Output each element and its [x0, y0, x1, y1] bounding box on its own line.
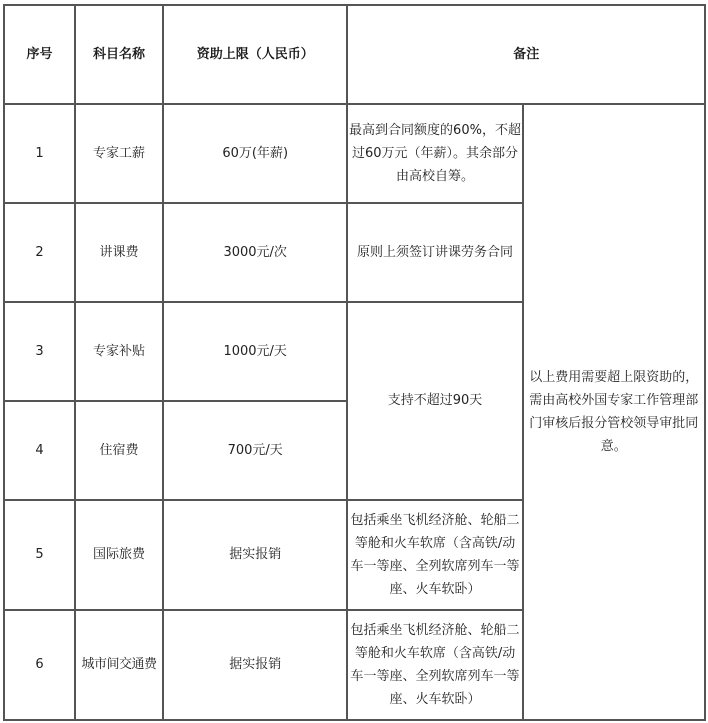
row-index: 5 [4, 500, 75, 610]
table-row [4, 104, 705, 203]
row-limit: 3000元/次 [163, 203, 347, 302]
row-remark: 包括乘坐飞机经济舱、轮船二等舱和火车软席（含高铁/动车一等座、全列软席列车一等座、火车软卧） [347, 610, 522, 720]
header-remarks: 备注 [347, 5, 705, 104]
row-limit: 700元/天 [163, 401, 347, 500]
row-limit: 据实报销 [163, 500, 347, 610]
row-limit: 据实报销 [163, 610, 347, 720]
row-subject: 国际旅费 [75, 500, 163, 610]
row-remark: 原则上须签订讲课劳务合同 [347, 203, 522, 302]
row-subject: 专家补贴 [75, 302, 163, 401]
row-subject: 住宿费 [75, 401, 163, 500]
row-limit: 60万(年薪) [163, 104, 347, 203]
row-index: 4 [4, 401, 75, 500]
header-row [4, 5, 705, 104]
row-remark: 最高到合同额度的60%，不超过60万元（年薪）。其余部分由高校自筹。 [347, 104, 522, 203]
row-remark: 包括乘坐飞机经济舱、轮船二等舱和火车软席（含高铁/动车一等座、全列软席列车一等座、火车软卧） [347, 500, 522, 610]
row-index: 2 [4, 203, 75, 302]
header-subject: 科目名称 [75, 5, 163, 104]
row-index: 3 [4, 302, 75, 401]
row-subject: 城市间交通费 [75, 610, 163, 720]
general-remark: 以上费用需要超上限资助的，需由高校外国专家工作管理部门审核后报分管校领导审批同意。 [523, 104, 705, 720]
header-limit: 资助上限（人民币） [163, 5, 347, 104]
header-index: 序号 [4, 5, 75, 104]
row-index: 6 [4, 610, 75, 720]
document-body [3, 4, 706, 721]
row-subject: 讲课费 [75, 203, 163, 302]
row-remark-merged: 支持不超过90天 [347, 302, 522, 500]
row-subject: 专家工薪 [75, 104, 163, 203]
row-limit: 1000元/天 [163, 302, 347, 401]
row-index: 1 [4, 104, 75, 203]
funding-limits-table [3, 4, 706, 721]
